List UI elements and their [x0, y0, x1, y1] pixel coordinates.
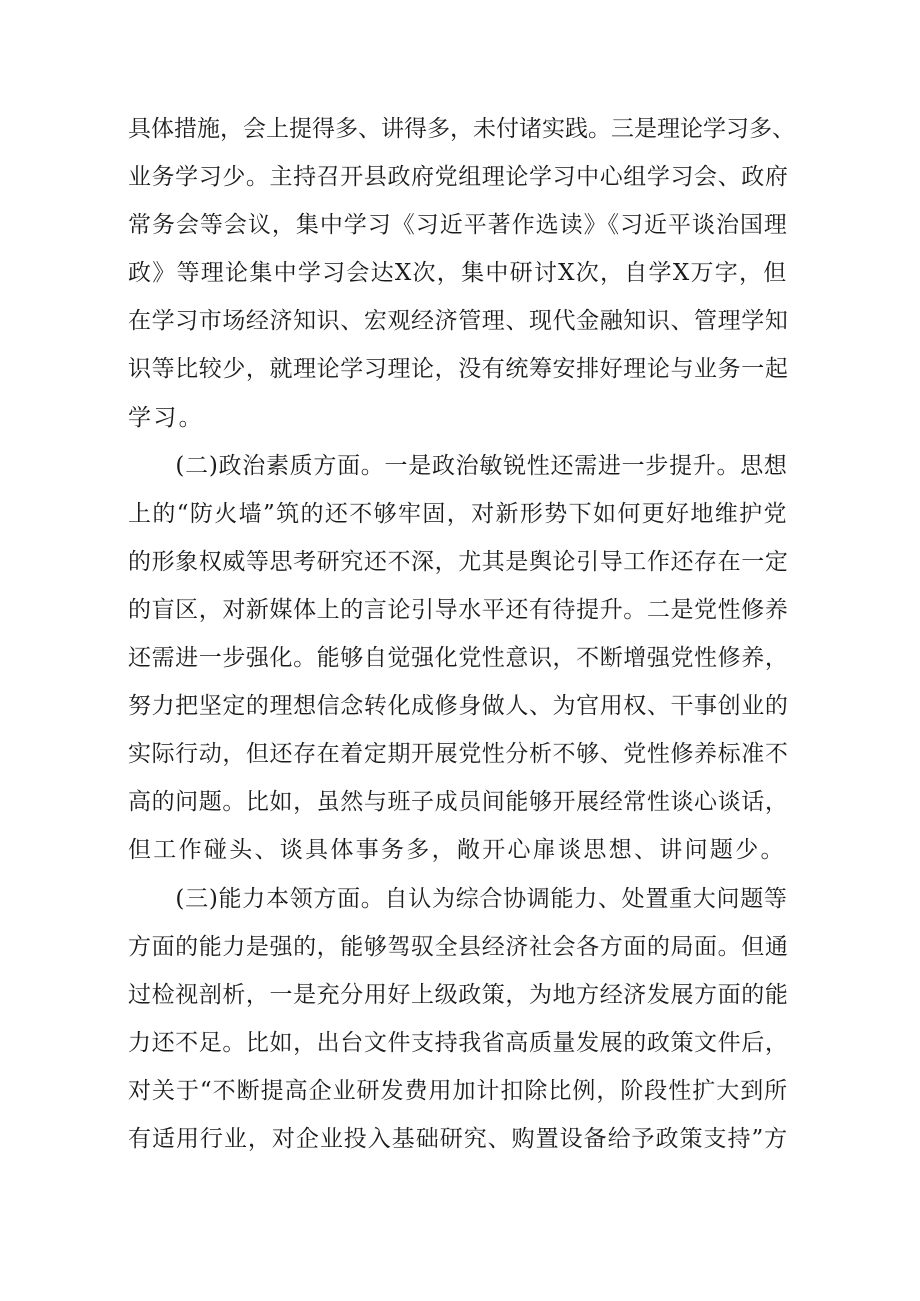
text-line: 对关于“不断提高企业研发费用加计扣除比例，阶段性扩大到所 [128, 1077, 789, 1104]
text-line: 具体措施，会上提得多、讲得多，未付诸实践。三是理论学习多、 [128, 116, 795, 142]
text-line: 力还不足。比如，出台文件支持我省高质量发展的政策文件后， [128, 1029, 789, 1056]
text-line: 在学习市场经济知识、宏观经济管理、现代金融知识、管理学知 [128, 308, 789, 335]
text-line: 实际行动，但还存在着定期开展党性分析不够、党性修养标准不 [128, 741, 789, 768]
text-line: 学习。 [128, 404, 204, 431]
text-line: 的形象权威等思考研究还不深，尤其是舆论引导工作还存在一定 [128, 548, 789, 575]
text-line: 过检视剖析，一是充分用好上级政策，为地方经济发展方面的能 [128, 981, 789, 1008]
text-line: 还需进一步强化。能够自觉强化党性意识，不断增强党性修养， [128, 645, 789, 672]
text-line: 政》等理论集中学习会达X次，集中研讨X次，自学X万字，但 [128, 260, 788, 287]
text-line: 常务会等会议，集中学习《习近平著作选读》《习近平谈治国理 [128, 212, 788, 239]
text-line: 但工作碰头、谈具体事务多，敞开心扉谈思想、讲问题少。 [128, 837, 786, 864]
text-line: 高的问题。比如，虽然与班子成员间能够开展经常性谈心谈话， [128, 789, 789, 816]
body-text [128, 105, 795, 1163]
text-line: 识等比较少，就理论学习理论，没有统筹安排好理论与业务一起 [128, 356, 789, 383]
text-line: 方面的能力是强的，能够驾驭全县经济社会各方面的局面。但通 [128, 933, 789, 960]
section-heading-line: (三)能力本领方面。自认为综合协调能力、处置重大问题等 [128, 885, 788, 912]
text-line: 上的“防火墙”筑的还不够牢固，对新形势下如何更好地维护党 [128, 500, 788, 527]
section-heading-line: (二)政治素质方面。一是政治敏锐性还需进一步提升。思想 [128, 452, 788, 479]
text-line: 有适用行业，对企业投入基础研究、购置设备给予政策支持”方 [128, 1125, 789, 1152]
text-line: 业务学习少。主持召开县政府党组理论学习中心组学习会、政府 [128, 164, 789, 191]
text-line: 努力把坚定的理想信念转化成修身做人、为官用权、干事创业的 [128, 693, 789, 720]
text-line: 的盲区，对新媒体上的言论引导水平还有待提升。二是党性修养 [128, 596, 789, 623]
